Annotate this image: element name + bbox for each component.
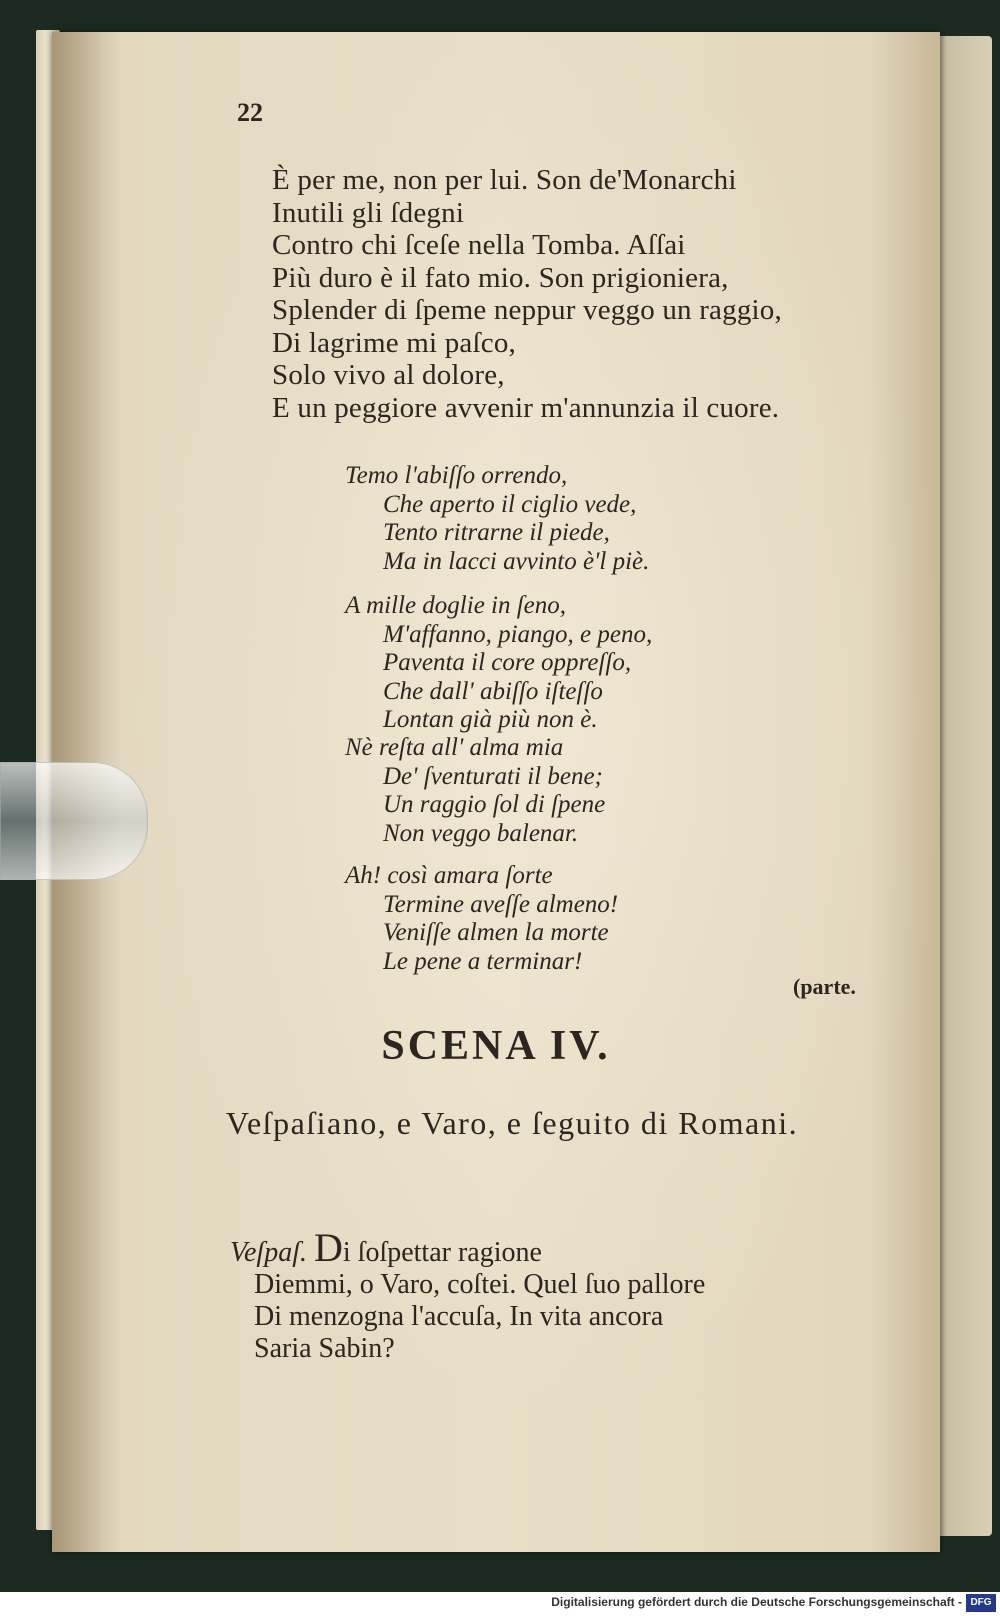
verse-line: Che aperto il ciglio vede,: [383, 490, 637, 518]
speech-line: i ſoſpettar ragione: [342, 1237, 542, 1268]
page-number: 22: [237, 98, 263, 127]
page-clip: [0, 762, 148, 880]
prose-line: Contro chi ſceſe nella Tomba. Aſſai: [272, 229, 686, 261]
speech-line: Diemmi, o Varo, coſtei. Quel ſuo pallore: [254, 1269, 706, 1300]
verse-line: Che dall' abiſſo iſteſſo: [383, 677, 603, 705]
verse-line: Paventa il core oppreſſo,: [383, 649, 632, 676]
book-page: [52, 32, 940, 1552]
verse-line: Tento ritrarne il piede,: [383, 519, 610, 546]
speech-line: Saria Sabin?: [254, 1333, 395, 1364]
facing-page-edge: [932, 36, 992, 1536]
dfg-logo: DFG: [966, 1594, 996, 1612]
verse-line: M'affanno, piango, e peno,: [383, 620, 653, 648]
prose-block: [272, 164, 912, 424]
prose-line: Di lagrime mi paſco,: [272, 326, 516, 359]
scene-title: SCENA IV.: [381, 1023, 611, 1069]
stanza-2: [345, 592, 652, 735]
prose-line: E un peggiore avvenir m'annunzia il cuore.: [272, 391, 780, 424]
verse-line: Termine aveſſe almeno!: [383, 890, 619, 918]
verse-line: Un raggio ſol di ſpene: [383, 791, 606, 818]
verse-line: Lontan già più non è.: [383, 706, 598, 733]
verse-line: Nè reſta all' alma mia: [345, 734, 564, 761]
verse-line: Temo l'abiſſo orrendo,: [345, 462, 568, 489]
verse-line: De' ſventurati il bene;: [383, 762, 603, 790]
stage-direction: (parte.: [793, 974, 856, 999]
verse-line: Veniſſe almen la morte: [383, 919, 609, 946]
verse-line: Ah! così amara ſorte: [345, 862, 553, 889]
stanza-1: [345, 462, 649, 576]
drop-cap: D: [314, 1225, 343, 1270]
speech-first-line: [230, 1225, 890, 1270]
speaker-name: Veſpaſ.: [230, 1237, 307, 1268]
stanza-4: [345, 862, 618, 976]
prose-line: Splender di ſpeme neppur veggo un raggio,: [272, 294, 782, 326]
prose-line: Più duro è il fato mio. Son prigioniera,: [272, 261, 729, 294]
footer-credit: Digitalisierung gefördert durch die Deutsche Forschungsgemeinschaft -: [551, 1595, 962, 1609]
stanza-3: [345, 734, 605, 848]
verse-line: Non veggo balenar.: [383, 819, 579, 847]
speech-block: [230, 1225, 890, 1365]
prose-line: Solo vivo al dolore,: [272, 359, 505, 391]
speech-line: Di menzogna l'accuſa, In vita ancora: [254, 1301, 664, 1332]
prose-line: È per me, non per lui. Son de'Monarchi: [272, 164, 737, 196]
verse-line: Ma in lacci avvinto è'l piè.: [383, 547, 650, 575]
prose-line: Inutili gli ſdegni: [272, 196, 465, 229]
footer-bar: [0, 1592, 1000, 1616]
verse-line: Le pene a terminar!: [383, 947, 583, 975]
verse-line: A mille doglie in ſeno,: [345, 592, 567, 619]
character-list: Veſpaſiano, e Varo, e ſeguito di Romani.: [225, 1105, 799, 1141]
